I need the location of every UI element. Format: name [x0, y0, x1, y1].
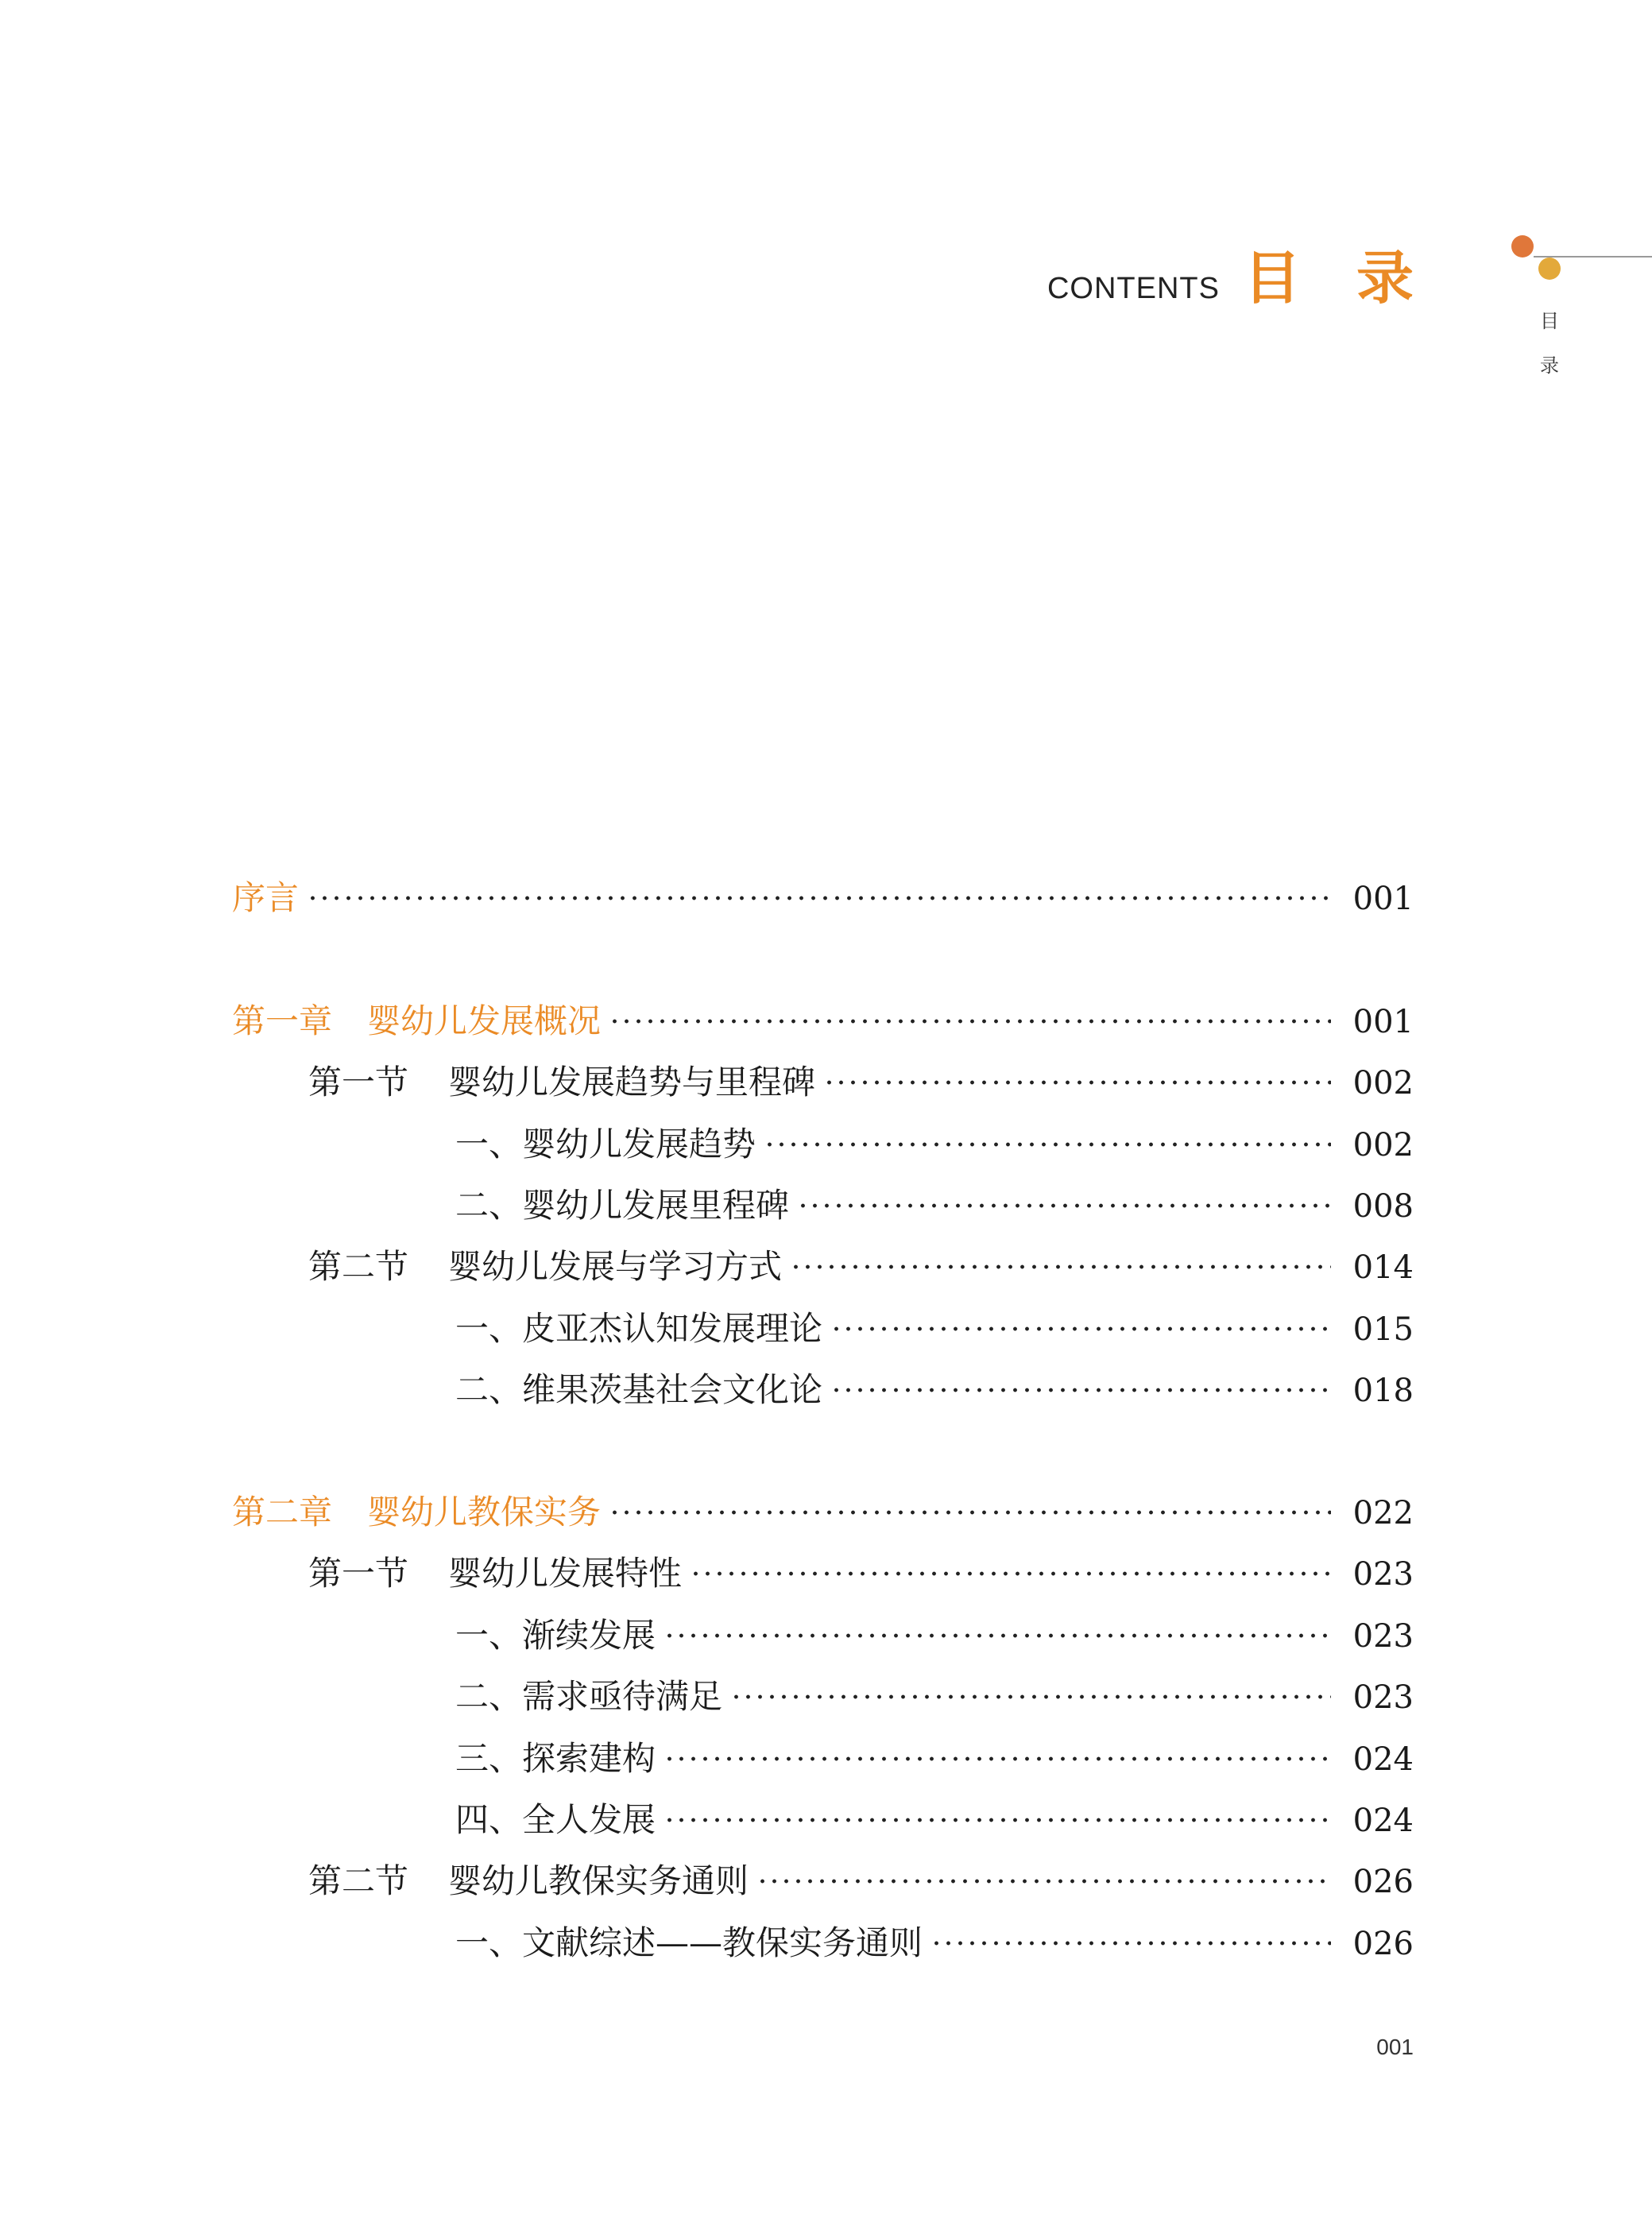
toc-entry-title: [308, 1243, 782, 1291]
contents-chinese-title: 目录: [1243, 245, 1469, 312]
side-tab: [1538, 299, 1561, 388]
toc-entry[interactable]: [455, 1796, 1414, 1844]
toc-entry-title: [455, 1182, 789, 1229]
decorative-dot-yellow: [1538, 258, 1561, 280]
toc-entry-text: 一、皮亚杰认知发展理论: [455, 1309, 823, 1348]
toc-entry[interactable]: [455, 1305, 1414, 1353]
toc-entry-page: 002: [1352, 1127, 1414, 1164]
toc-entry-title: [455, 1121, 756, 1168]
toc-entry-title: [308, 1857, 749, 1905]
decorative-dot-orange: [1511, 235, 1534, 258]
toc-entry[interactable]: [232, 1489, 1414, 1536]
toc-entry-text: 一、文献综述——教保实务通则: [455, 1923, 923, 1962]
toc-entry[interactable]: [308, 1857, 1414, 1905]
toc-entry-page: 023: [1352, 1618, 1414, 1655]
toc-entry-number: 第一节: [308, 1063, 409, 1102]
toc-entry-title: [455, 1796, 656, 1844]
page-number: 001: [1376, 2035, 1414, 2059]
toc-entry[interactable]: [308, 1243, 1414, 1291]
toc-entry-text: 二、需求亟待满足: [455, 1677, 723, 1716]
toc-entry-number: 第二章: [232, 1493, 333, 1532]
dot-leader: [690, 1571, 1331, 1576]
toc-entry-text: 婴幼儿发展趋势与里程碑: [448, 1063, 816, 1102]
toc-entry-title: [455, 1735, 656, 1783]
dot-leader: [830, 1326, 1331, 1331]
toc-entry-page: 015: [1352, 1311, 1414, 1348]
toc-entry[interactable]: [455, 1735, 1414, 1783]
toc-entry-page: 002: [1352, 1065, 1414, 1102]
toc-entry-page: 023: [1352, 1679, 1414, 1716]
toc-entry-title: [308, 1059, 815, 1106]
dot-leader: [790, 1264, 1331, 1269]
dot-leader: [830, 1388, 1331, 1392]
toc-entry-title: [455, 1366, 822, 1414]
dot-leader: [823, 1080, 1331, 1085]
toc-entry-page: 001: [1352, 881, 1414, 917]
toc-entry-page: 001: [1352, 1004, 1414, 1040]
toc-entry[interactable]: [455, 1121, 1414, 1168]
toc-entry[interactable]: [455, 1182, 1414, 1229]
toc-entry-text: 三、探索建构: [455, 1739, 656, 1778]
toc-entry-title: [455, 1305, 822, 1353]
toc-entry-title: [232, 1489, 601, 1536]
dot-leader: [730, 1694, 1331, 1699]
toc-entry-number: 第一章: [232, 1001, 333, 1040]
toc-entry-title: [455, 1919, 923, 1967]
toc-header: [1047, 232, 1469, 315]
toc-entry-text: 婴幼儿教保实务通则: [448, 1861, 749, 1900]
toc-entry-text: 婴幼儿发展与学习方式: [448, 1247, 783, 1286]
contents-english-title: CONTENTS: [1047, 272, 1220, 305]
dot-leader: [609, 1510, 1331, 1515]
toc-entry[interactable]: [455, 1673, 1414, 1721]
toc-entry-title: [232, 874, 299, 922]
toc-entry-text: 序言: [232, 878, 300, 917]
toc-entry-text: 四、全人发展: [455, 1800, 656, 1839]
side-tab-char-1: 目: [1540, 310, 1559, 332]
dot-leader: [664, 1756, 1331, 1761]
dot-leader: [609, 1019, 1331, 1024]
toc-entry-page: 024: [1352, 1741, 1414, 1778]
toc-entry-text: 一、婴幼儿发展趋势: [455, 1125, 756, 1164]
toc-entry[interactable]: [455, 1366, 1414, 1414]
toc-entry-number: 第一节: [308, 1554, 409, 1593]
toc-entry-page: 026: [1352, 1926, 1414, 1962]
dot-leader: [764, 1142, 1331, 1147]
toc-entry-page: 022: [1352, 1495, 1414, 1532]
toc-entry[interactable]: [308, 1059, 1414, 1106]
dot-leader: [756, 1879, 1331, 1884]
toc-entry-text: 二、婴幼儿发展里程碑: [455, 1186, 790, 1225]
dot-leader: [930, 1941, 1331, 1946]
toc-entry-page: 008: [1352, 1188, 1414, 1225]
dot-leader: [797, 1203, 1331, 1208]
toc-entry-number: 第二节: [308, 1861, 409, 1900]
toc-entry[interactable]: [232, 874, 1414, 922]
side-tab-char-2: 录: [1540, 354, 1559, 377]
dot-leader: [664, 1818, 1331, 1822]
toc-entry-page: 018: [1352, 1373, 1414, 1409]
toc-entry-text: 一、渐续发展: [455, 1616, 656, 1655]
toc-entry-text: 婴幼儿发展概况: [367, 1001, 602, 1040]
dot-leader: [307, 896, 1331, 900]
toc-entry-page: 023: [1352, 1556, 1414, 1593]
toc-entry-title: [455, 1673, 722, 1721]
toc-entry-page: 026: [1352, 1864, 1414, 1900]
toc-entry[interactable]: [232, 997, 1414, 1045]
toc-entry-page: 024: [1352, 1803, 1414, 1839]
toc-entry-number: 第二节: [308, 1247, 409, 1286]
toc-entry-text: 婴幼儿发展特性: [448, 1554, 683, 1593]
toc-entry-title: [455, 1612, 656, 1659]
toc-entry-title: [232, 997, 601, 1045]
toc-entry-text: 婴幼儿教保实务: [367, 1493, 602, 1532]
toc-entry-title: [308, 1550, 682, 1597]
toc-entry[interactable]: [455, 1612, 1414, 1659]
toc-entry-page: 014: [1352, 1249, 1414, 1286]
toc-entry-text: 二、维果茨基社会文化论: [455, 1370, 823, 1409]
dot-leader: [664, 1633, 1331, 1638]
toc-entry[interactable]: [455, 1919, 1414, 1967]
toc-entry[interactable]: [308, 1550, 1414, 1597]
